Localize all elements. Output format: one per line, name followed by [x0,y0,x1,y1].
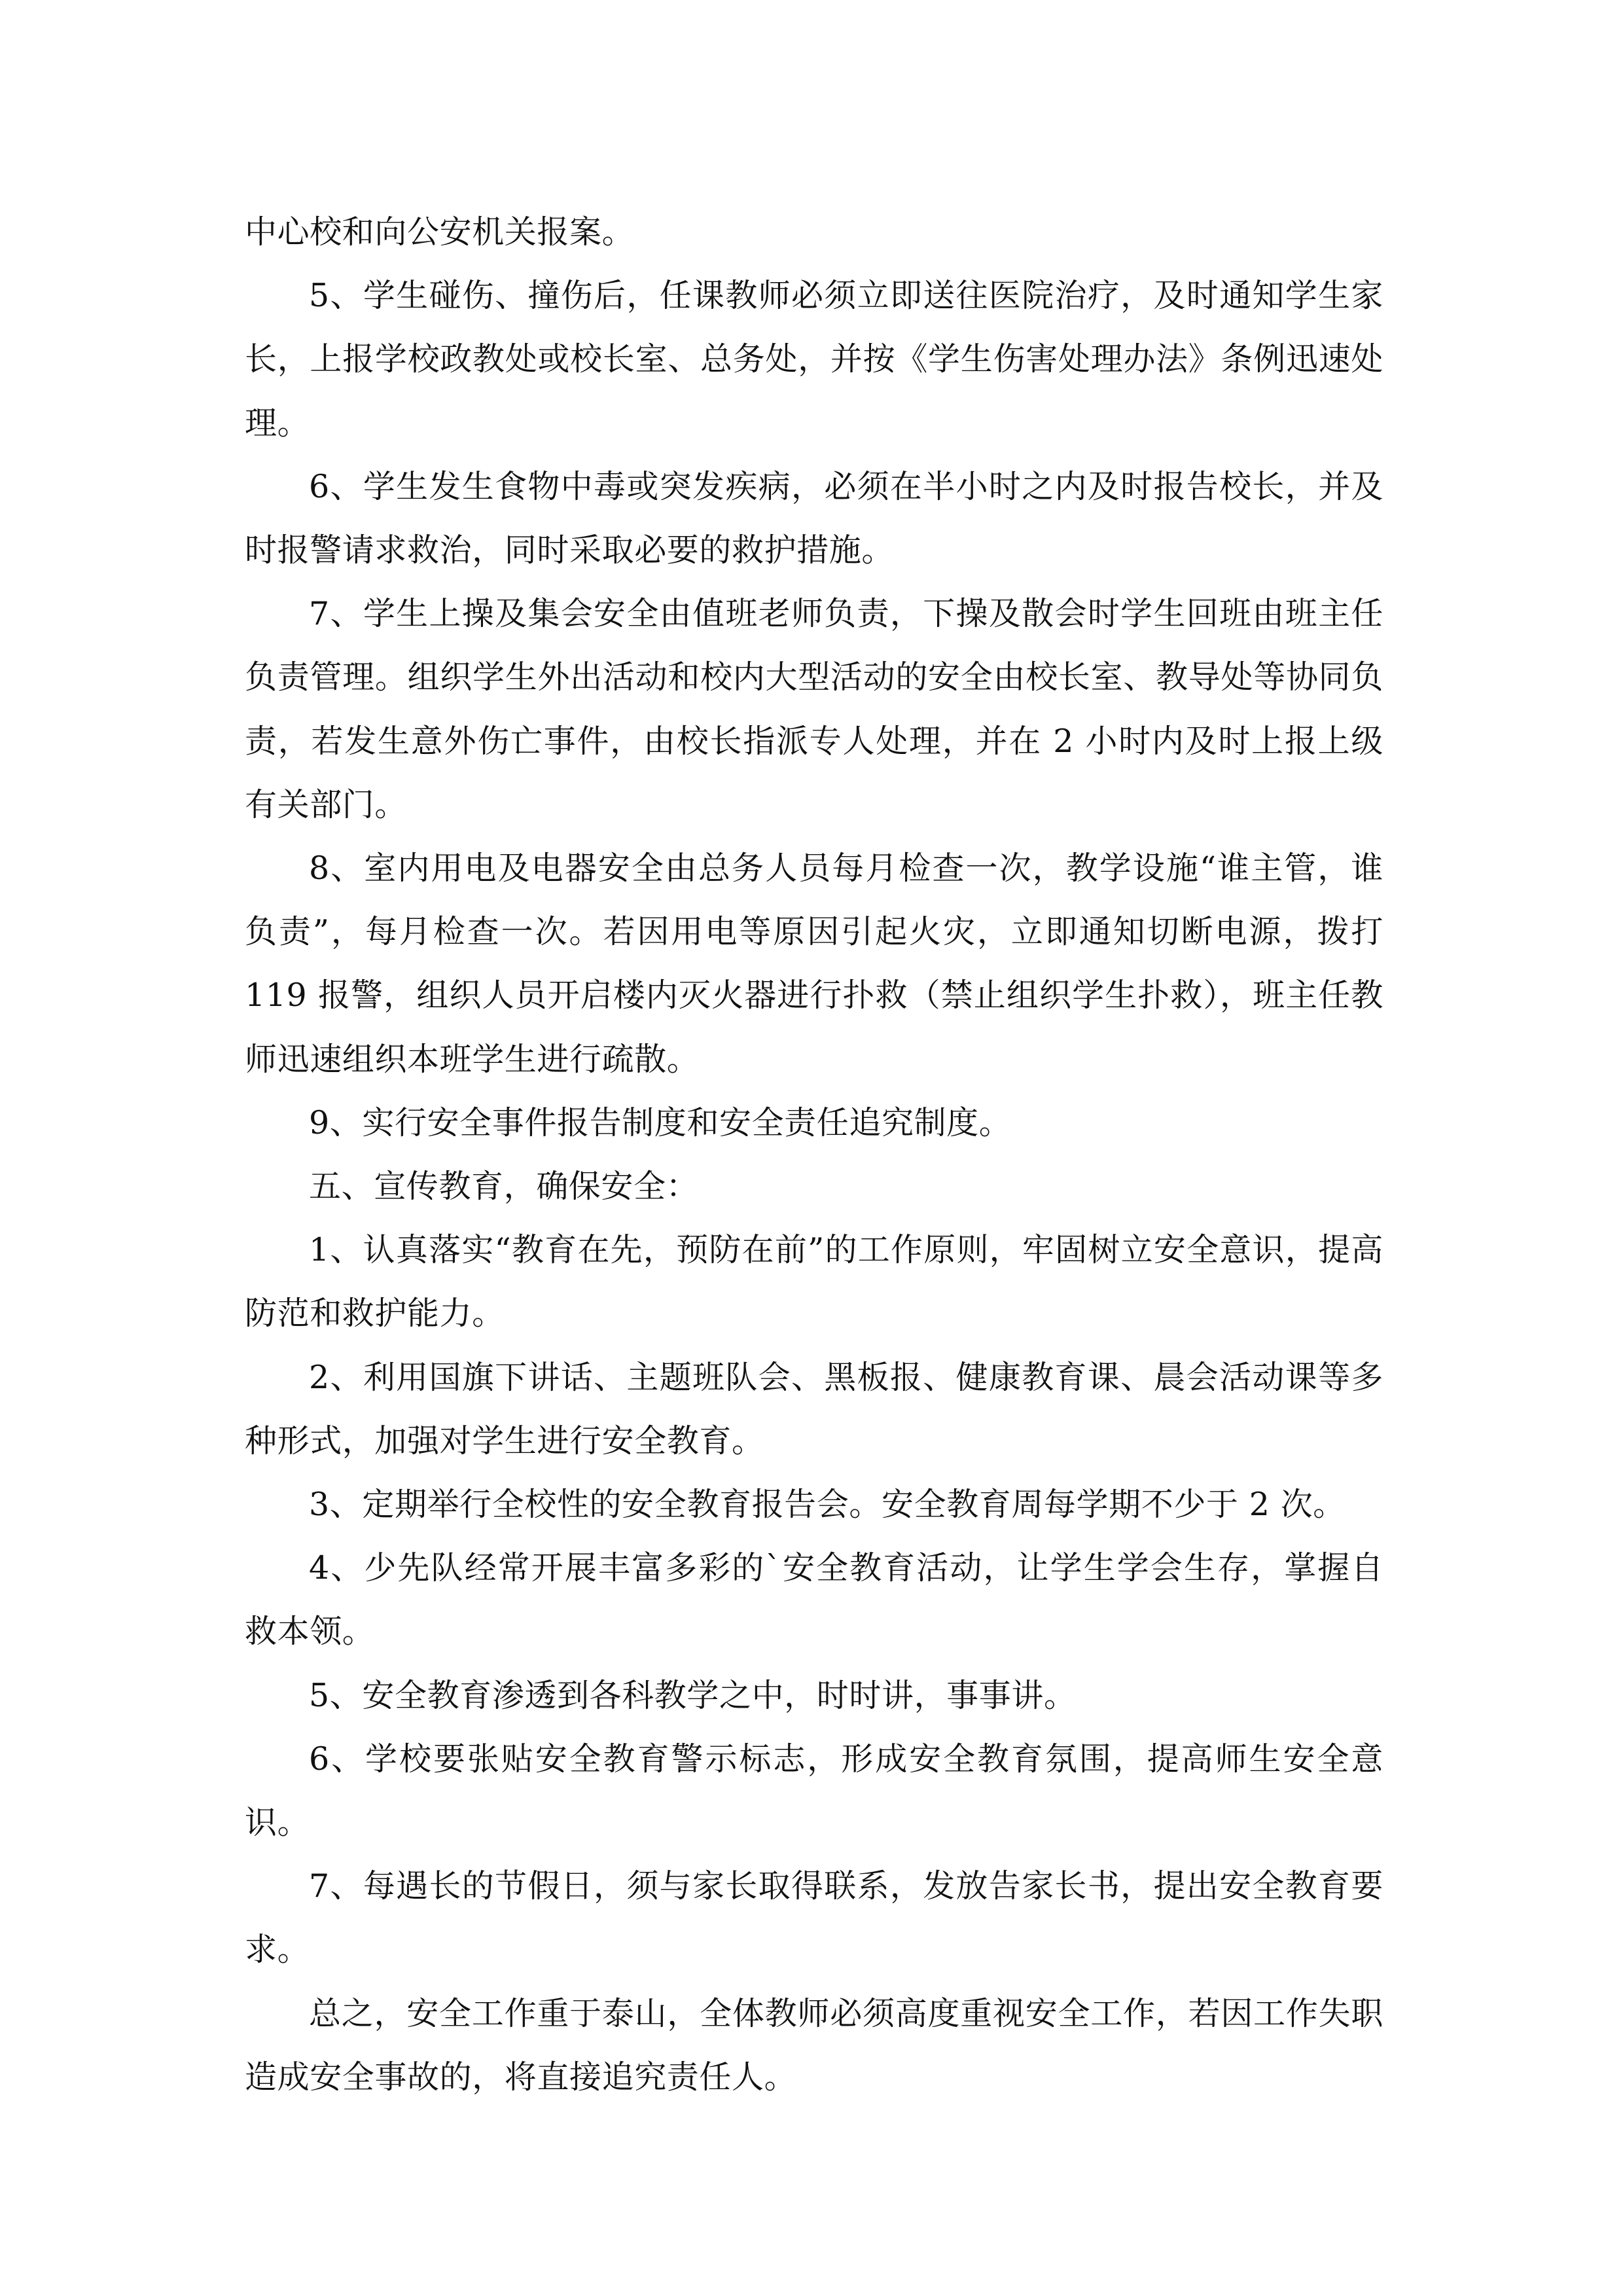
paragraph-13: 6、学校要张贴安全教育警示标志，形成安全教育氛围，提高师生安全意识。 [245,1740,1383,1842]
paragraph-12: 5、安全教育渗透到各科教学之中，时时讲，事事讲。 [309,1676,1077,1714]
paragraph-4: 7、学生上操及集会安全由值班老师负责，下操及散会时学生回班由班主任负责管理。组织学生外出活动和校内大型活动的安全由校长室、教导处等协同负责，若发生意外伤亡事件，由校长指派专人处理，并在 2 小时内及时上报上级有关部门。 [245,595,1383,823]
paragraph-8: 1、认真落实“教育在先，预防在前”的工作原则，牢固树立安全意识，提高防范和救护能力。 [245,1231,1383,1333]
paragraph-14: 7、每遇长的节假日，须与家长取得联系，发放告家长书，提出安全教育要求。 [245,1867,1383,1969]
paragraph-10: 3、定期举行全校性的安全教育报告会。安全教育周每学期不少于 2 次。 [309,1486,1346,1524]
paragraph-1: 中心校和向公安机关报案。 [245,213,635,251]
paragraph-2: 5、学生碰伤、撞伤后，任课教师必须立即送往医院治疗，及时通知学生家长，上报学校政教处或校长室、总务处，并按《学生伤害处理办法》条例迅速处理。 [245,277,1383,442]
section-heading: 五、宣传教育，确保安全： [309,1168,699,1206]
paragraph-5: 8、室内用电及电器安全由总务人员每月检查一次，教学设施“谁主管，谁负责”，每月检查一次。若因用电等原因引起火灾，立即通知切断电源，拨打 119 报警，组织人员开启楼内灭火器进行扑救（禁止组织学生扑救），班主任教师迅速组织本班学生进行疏散。 [245,850,1383,1078]
paragraph-3: 6、学生发生食物中毒或突发疾病，必须在半小时之内及时报告校长，并及时报警请求救治，同时采取必要的救护措施。 [245,467,1383,569]
paragraph-11: 4、少先队经常开展丰富多彩的`安全教育活动，让学生学会生存，掌握自救本领。 [245,1549,1383,1651]
conclusion-paragraph: 总之，安全工作重于泰山，全体教师必须高度重视安全工作，若因工作失职造成安全事故的，将直接追究责任人。 [245,1994,1383,2096]
paragraph-6: 9、实行安全事件报告制度和安全责任追究制度。 [309,1103,1012,1141]
paragraph-9: 2、利用国旗下讲话、主题班队会、黑板报、健康教育课、晨会活动课等多种形式，加强对学生进行安全教育。 [245,1358,1383,1460]
document-body [245,200,1383,2109]
